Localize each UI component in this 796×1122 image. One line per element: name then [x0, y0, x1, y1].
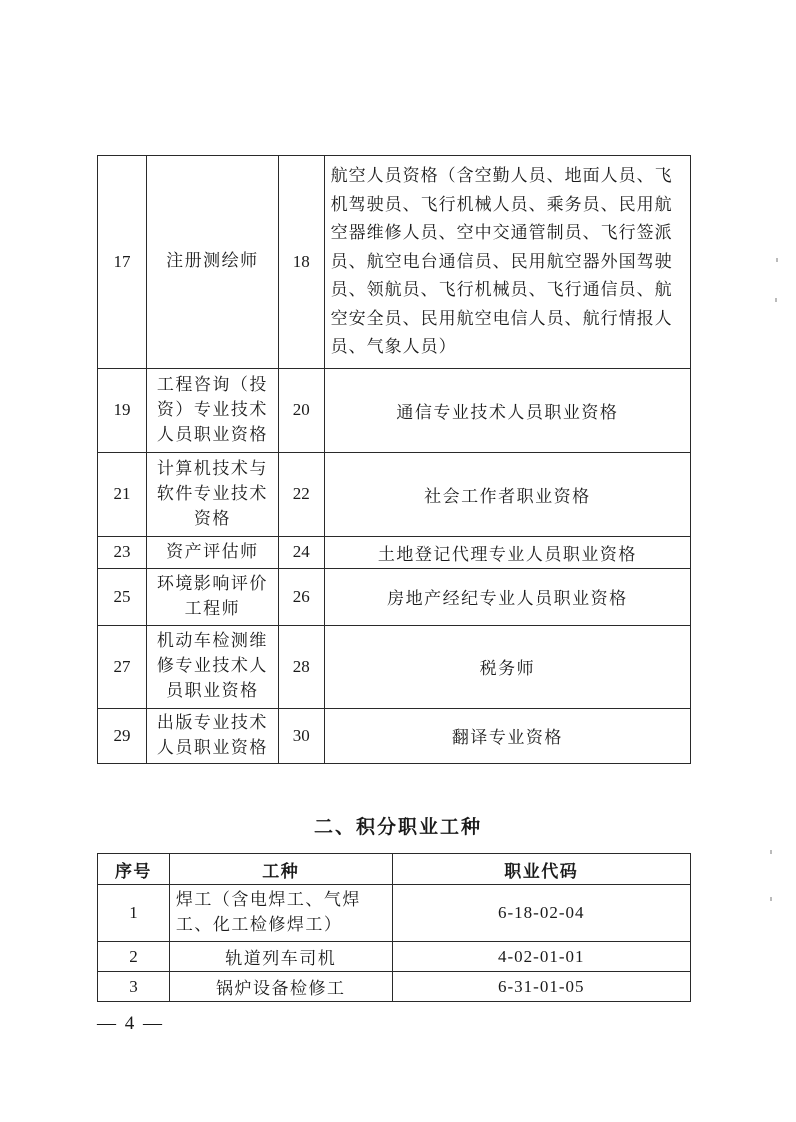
row-number: 21: [98, 452, 147, 536]
row-number: 3: [98, 972, 170, 1002]
qualification-name: 环境影响评价工程师: [146, 568, 278, 625]
table-row: [98, 156, 691, 369]
qualification-name: 土地登记代理专业人员职业资格: [324, 536, 690, 568]
row-number: 25: [98, 568, 147, 625]
table-row: [98, 452, 691, 536]
occupation-table: [97, 853, 691, 1002]
qualification-name: 房地产经纪专业人员职业资格: [324, 568, 690, 625]
qualification-name: 出版专业技术人员职业资格: [146, 708, 278, 763]
qualification-name: 社会工作者职业资格: [324, 452, 690, 536]
table-row: [98, 885, 691, 942]
scan-speck: [775, 298, 777, 302]
table-row: [98, 368, 691, 452]
qualification-name: 计算机技术与软件专业技术资格: [146, 452, 278, 536]
row-number: 18: [278, 156, 324, 369]
table-row: [98, 568, 691, 625]
row-number: 28: [278, 625, 324, 708]
job-name: 锅炉设备检修工: [169, 972, 392, 1002]
job-code: 6-18-02-04: [392, 885, 690, 942]
table-row: [98, 708, 691, 763]
row-number: 29: [98, 708, 147, 763]
qualification-name: 资产评估师: [146, 536, 278, 568]
table-row: [98, 536, 691, 568]
row-number: 26: [278, 568, 324, 625]
scan-speck: [776, 258, 778, 262]
qualification-name: 通信专业技术人员职业资格: [324, 368, 690, 452]
job-code: 6-31-01-05: [392, 972, 690, 1002]
qualification-name: 翻译专业资格: [324, 708, 690, 763]
table-row: [98, 972, 691, 1002]
scan-speck: [770, 850, 772, 854]
job-code: 4-02-01-01: [392, 942, 690, 972]
row-number: 17: [98, 156, 147, 369]
qualification-table: [97, 155, 691, 764]
row-number: 24: [278, 536, 324, 568]
table-row: [98, 625, 691, 708]
column-header: 序号: [98, 854, 170, 885]
row-number: 2: [98, 942, 170, 972]
table-header-row: [98, 854, 691, 885]
qualification-name: 工程咨询（投资）专业技术人员职业资格: [146, 368, 278, 452]
section-title: 二、积分职业工种: [313, 816, 482, 838]
qualification-name: 注册测绘师: [146, 156, 278, 369]
row-number: 23: [98, 536, 147, 568]
qualification-name: 航空人员资格（含空勤人员、地面人员、飞机驾驶员、飞行机械人员、乘务员、民用航空器维修人员、空中交通管制员、飞行签派员、航空电台通信员、民用航空器外国驾驶员、领航员、飞行机械员、飞行通信员、航空安全员、民用航空电信人员、航行情报人员、气象人员）: [324, 156, 690, 369]
table-row: [98, 942, 691, 972]
row-number: 30: [278, 708, 324, 763]
column-header: 工种: [169, 854, 392, 885]
qualification-name: 机动车检测维修专业技术人员职业资格: [146, 625, 278, 708]
row-number: 19: [98, 368, 147, 452]
page-number: — 4 —: [97, 1013, 164, 1034]
scan-speck: [770, 897, 772, 901]
row-number: 22: [278, 452, 324, 536]
row-number: 27: [98, 625, 147, 708]
qualification-name: 税务师: [324, 625, 690, 708]
row-number: 1: [98, 885, 170, 942]
job-name: 轨道列车司机: [169, 942, 392, 972]
job-name: 焊工（含电焊工、气焊工、化工检修焊工）: [169, 885, 392, 942]
column-header: 职业代码: [392, 854, 690, 885]
row-number: 20: [278, 368, 324, 452]
